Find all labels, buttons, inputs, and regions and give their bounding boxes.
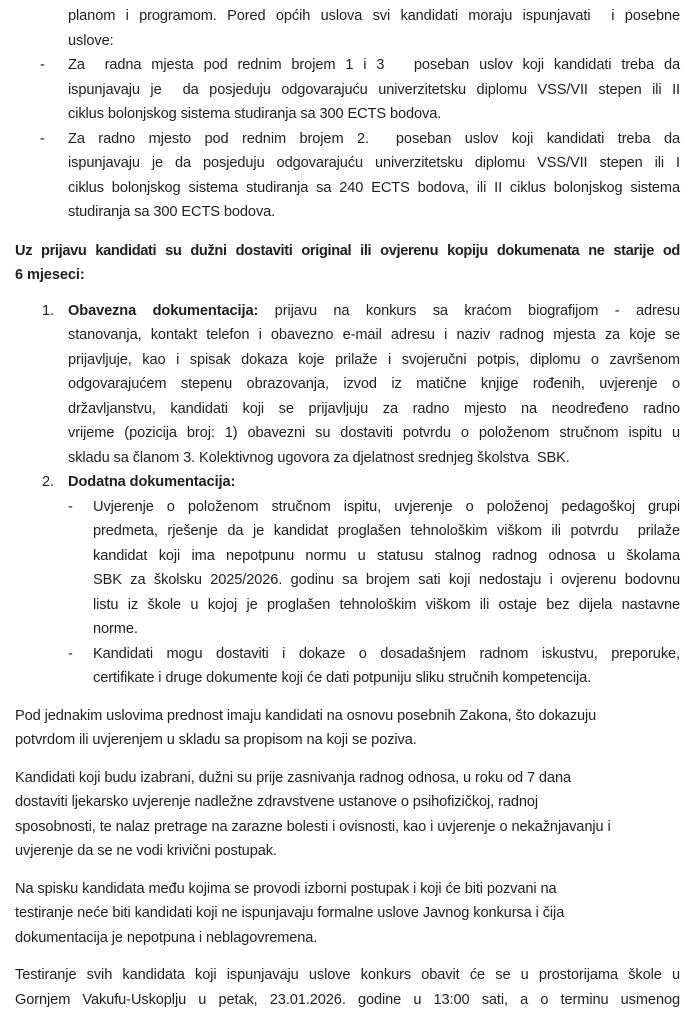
text-line: prijavljuje, kao i spisak dokaza koje prilaže i svojeručni potpis, diplomu o završenom	[68, 351, 680, 368]
text-line: Kandidati mogu dostaviti i dokaze o dosadašnjem radnom iskustvu, preporuke,	[93, 645, 680, 662]
sub-list-item-1	[15, 495, 680, 642]
sub-list-item-2	[15, 642, 680, 691]
text-line: vrijeme (pozicija broj: 1) obavezni su dostaviti potvrdu o položenom stručnom ispitu u	[68, 425, 680, 441]
text-line: Kandidati koji budu izabrani, dužni su prije zasnivanja radnog odnosa, u roku od 7 dana	[15, 769, 571, 786]
intro-paragraph	[15, 4, 680, 53]
condition-item-2	[15, 127, 680, 225]
text-line: studiranja sa 300 ECTS bodova.	[68, 204, 276, 220]
text-line: testiranje neće biti kandidati koji ne ispunjavaju formalne uslove Javnog konkursa i čija	[15, 905, 565, 921]
text-line: 6 mjeseci:	[15, 267, 85, 283]
text-line: ciklus bolonjskog sistema studiranja sa 240 ECTS bodova, ili II ciklus bolonjskog sistema	[68, 179, 680, 196]
text-line: Za radno mjesto pod rednim brojem 2. poseban uslov koji kandidati treba da	[68, 130, 680, 147]
dash-bullet: -	[40, 130, 45, 147]
selected-candidates-paragraph	[15, 766, 680, 864]
text-line: odgovarajućem stepenu obrazovanja, izvod iz matične knjige rođenih, uvjerenje o	[68, 376, 680, 392]
text-line: ciklus bolonjskog sistema studiranja sa 300 ECTS bodova.	[68, 106, 442, 122]
text-line: državljanstvu, kandidati koji se prijavljuju za radno mjesto na neodređeno radno	[68, 400, 680, 417]
item-number: 1.	[42, 302, 54, 319]
text-line: Na spisku kandidata među kojima se provodi izborni postupak i koji će biti pozvani na	[15, 880, 557, 897]
text-line: uslove:	[68, 32, 114, 49]
text-line: certifikate i druge dokumente koji će dati potpuniju sliku stručnih kompetencija.	[93, 670, 592, 686]
text-line: dostaviti ljekarsko uvjerenje nadležne zdravstvene ustanove o psihofizičkoj, radnoj	[15, 794, 539, 810]
text-line: dokumentacija je nepotpuna i neblagovremena.	[15, 929, 318, 946]
condition-item-1	[15, 53, 680, 127]
testing-info-paragraph	[15, 963, 680, 1012]
additional-docs-item	[15, 470, 680, 495]
text-line: Uvjerenje o položenom stručnom ispitu, uvjerenje o položenoj pedagoškoj grupi	[93, 498, 680, 515]
dash-bullet: -	[40, 57, 45, 73]
dash-bullet: -	[68, 645, 73, 662]
requirements-heading	[15, 239, 680, 288]
text-line: ispunjavaju je da posjeduju odgovarajuću univerzitetsku diplomu VSS/VII stepen ili II	[68, 81, 680, 98]
text-line: potvrdom ili uvjerenjem u skladu sa propisom na koji se poziva.	[15, 732, 417, 748]
item-text: prijavu na konkurs sa kraćom biografijom - adresu	[258, 302, 680, 319]
item-title: Dodatna dokumentacija:	[68, 474, 236, 490]
text-line	[68, 299, 680, 324]
item-title: Obavezna dokumentacija:	[68, 302, 259, 319]
item-number: 2.	[42, 474, 54, 490]
text-line: norme.	[93, 621, 138, 637]
candidate-list-paragraph	[15, 877, 680, 951]
mandatory-docs-item	[15, 299, 680, 471]
text-line: Pod jednakim uslovima prednost imaju kandidati na osnovu posebnih Zakona, što dokazuju	[15, 707, 597, 724]
text-line: Uz prijavu kandidati su dužni dostaviti original ili ovjerenu kopiju dokumenata ne starije od	[15, 242, 680, 259]
text-line: kandidat koji ima nepotpunu normu u statusu stalnog radnog odnosa u školama	[93, 547, 680, 564]
dash-bullet: -	[68, 498, 73, 515]
text-line: predmeta, rješenje da je kandidat proglašen tehnološkim viškom ili potvrdu prilaže	[93, 523, 680, 539]
text-line: planom i programom. Pored općih uslova svi kandidati moraju ispunjavati i posebne	[68, 8, 680, 24]
text-line: SBK za školsku 2025/2026. godinu sa brojem sati koji nedostaju i ovjerenu bodovnu	[93, 572, 680, 588]
text-line: sposobnosti, te nalaz pretrage na zarazne bolesti i ovisnosti, kao i uvjerenje o nekažnjavanju i	[15, 818, 611, 835]
text-line: listu iz škole u kojoj je proglašen tehnološkim viškom ili ostaje bez dijela nastavne	[93, 596, 680, 613]
equal-conditions-paragraph	[15, 704, 680, 753]
text-line: Gornjem Vakufu-Uskoplju u petak, 23.01.2026. godine u 13:00 sati, a o terminu usmenog	[15, 991, 680, 1008]
text-line: Za radna mjesta pod rednim brojem 1 i 3 poseban uslov koji kandidati treba da	[68, 57, 680, 73]
text-line: Testiranje svih kandidata koji ispunjavaju uslove konkurs obavit će se u prostorijama škole u	[15, 967, 680, 983]
text-line: uvjerenje da se ne vodi krivični postupak.	[15, 843, 277, 859]
text-line: skladu sa članom 3. Kolektivnog ugovora za djelatnost srednjeg školstva SBK.	[68, 449, 570, 466]
text-line: ispunjavaju je da posjeduju odgovarajuću univerzitetsku diplomu VSS/VII stepen ili I	[68, 155, 680, 171]
text-line: stanovanja, kontakt telefon i obavezno e-mail adresu i naziv radnog mjesta za koje se	[68, 327, 680, 343]
